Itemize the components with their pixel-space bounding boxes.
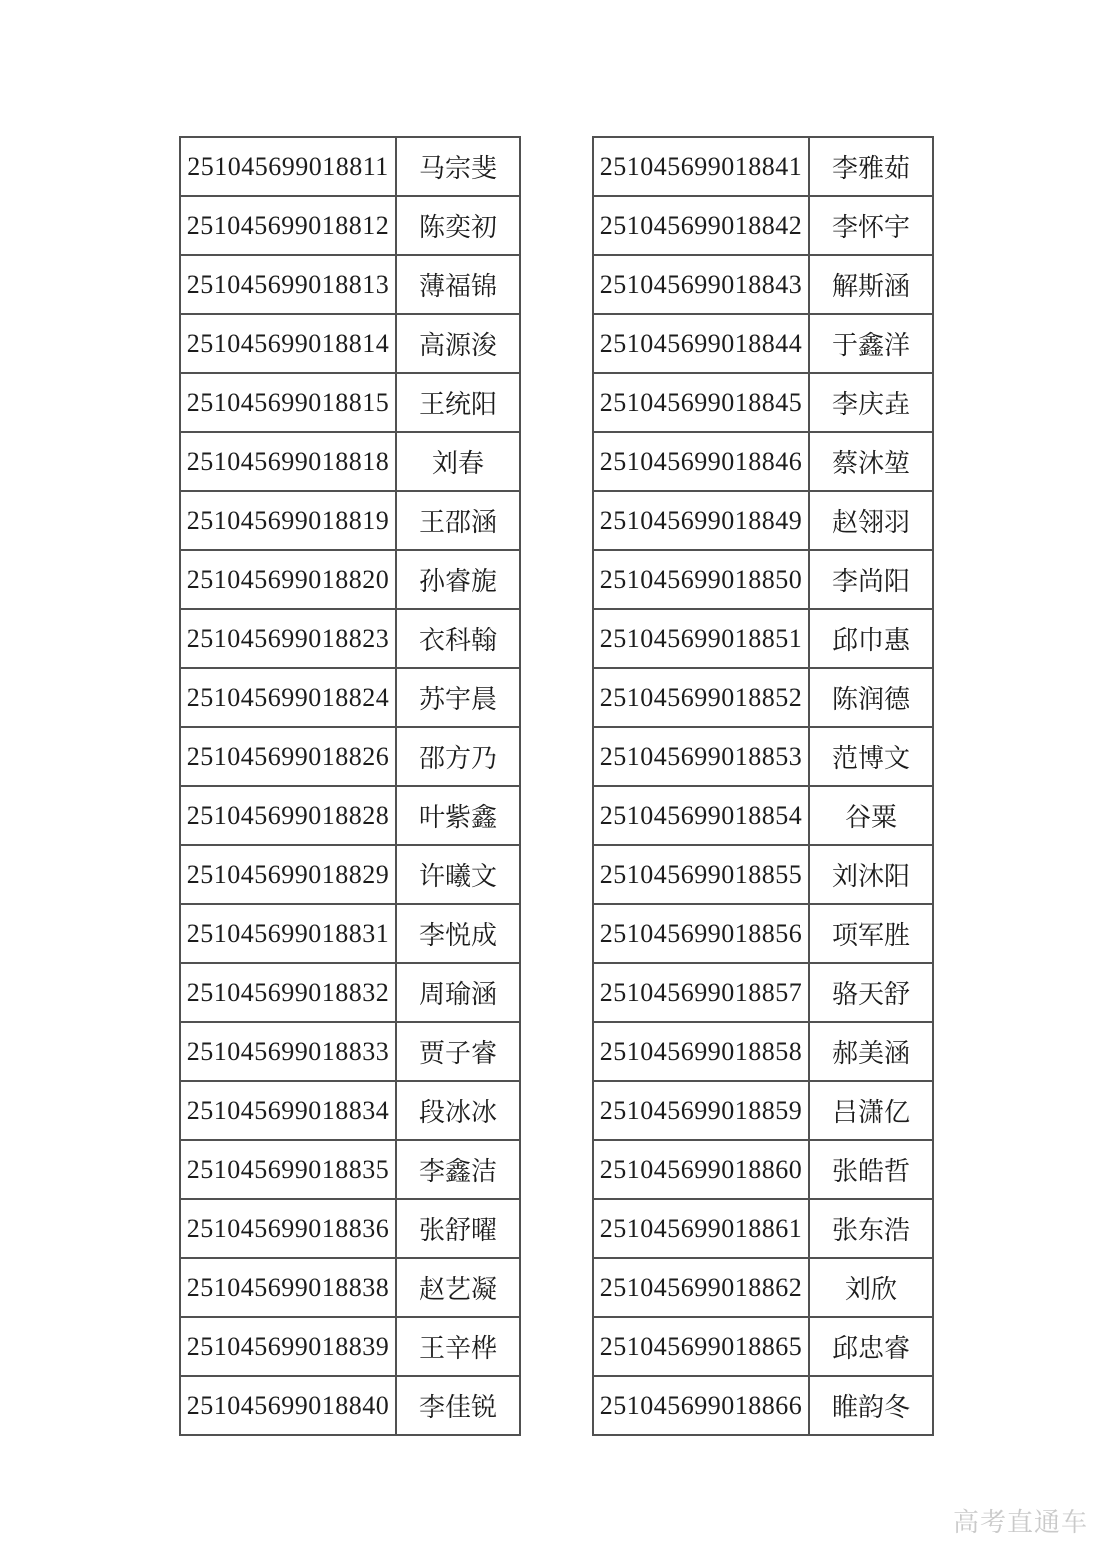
candidate-table-left — [179, 136, 521, 1436]
table-row — [180, 196, 520, 255]
candidate-table-right — [592, 136, 934, 1436]
candidate-name: 李雅茹 — [809, 137, 933, 196]
candidate-name: 郝美涵 — [809, 1022, 933, 1081]
candidate-id: 251045699018829 — [180, 845, 396, 904]
candidate-id: 251045699018833 — [180, 1022, 396, 1081]
candidate-name: 薄福锦 — [396, 255, 520, 314]
candidate-id: 251045699018846 — [593, 432, 809, 491]
table-row — [180, 1022, 520, 1081]
candidate-name: 苏宇晨 — [396, 668, 520, 727]
candidate-id: 251045699018811 — [180, 137, 396, 196]
table-row — [180, 845, 520, 904]
candidate-id: 251045699018841 — [593, 137, 809, 196]
table-row — [593, 904, 933, 963]
candidate-id: 251045699018818 — [180, 432, 396, 491]
candidate-name: 李尚阳 — [809, 550, 933, 609]
candidate-id: 251045699018840 — [180, 1376, 396, 1435]
candidate-name: 陈奕初 — [396, 196, 520, 255]
candidate-name: 刘欣 — [809, 1258, 933, 1317]
table-row — [180, 255, 520, 314]
candidate-name: 衣科翰 — [396, 609, 520, 668]
candidate-id: 251045699018835 — [180, 1140, 396, 1199]
candidate-id: 251045699018831 — [180, 904, 396, 963]
table-row — [593, 137, 933, 196]
candidate-name: 邱忠睿 — [809, 1317, 933, 1376]
candidate-id: 251045699018862 — [593, 1258, 809, 1317]
table-row — [593, 609, 933, 668]
table-row — [593, 845, 933, 904]
table-row — [593, 196, 933, 255]
candidate-name: 睢韵冬 — [809, 1376, 933, 1435]
candidate-name: 段冰冰 — [396, 1081, 520, 1140]
candidate-name: 王辛桦 — [396, 1317, 520, 1376]
candidate-name: 项军胜 — [809, 904, 933, 963]
candidate-name: 许曦文 — [396, 845, 520, 904]
candidate-id: 251045699018844 — [593, 314, 809, 373]
table-row — [180, 1258, 520, 1317]
candidate-name: 孙睿旎 — [396, 550, 520, 609]
table-row — [593, 255, 933, 314]
candidate-name: 邵方乃 — [396, 727, 520, 786]
table-row — [593, 550, 933, 609]
candidate-id: 251045699018819 — [180, 491, 396, 550]
table-row — [180, 1140, 520, 1199]
candidate-name: 陈润德 — [809, 668, 933, 727]
candidate-id: 251045699018828 — [180, 786, 396, 845]
candidate-id: 251045699018858 — [593, 1022, 809, 1081]
candidate-id: 251045699018860 — [593, 1140, 809, 1199]
candidate-id: 251045699018820 — [180, 550, 396, 609]
table-row — [593, 1199, 933, 1258]
candidate-name: 张东浩 — [809, 1199, 933, 1258]
table-row — [180, 668, 520, 727]
table-row — [180, 1317, 520, 1376]
candidate-name: 贾子睿 — [396, 1022, 520, 1081]
table-row — [180, 550, 520, 609]
table-row — [593, 786, 933, 845]
table-row — [593, 1022, 933, 1081]
table-row — [593, 1258, 933, 1317]
candidate-name: 李庆垚 — [809, 373, 933, 432]
watermark-text: 高考直通车 — [952, 1508, 1088, 1537]
candidate-id: 251045699018824 — [180, 668, 396, 727]
candidate-name: 吕潇亿 — [809, 1081, 933, 1140]
table-row — [180, 609, 520, 668]
candidate-id: 251045699018854 — [593, 786, 809, 845]
table-row — [593, 668, 933, 727]
candidate-id: 251045699018865 — [593, 1317, 809, 1376]
candidate-id: 251045699018859 — [593, 1081, 809, 1140]
candidate-name: 谷粟 — [809, 786, 933, 845]
candidate-name: 于鑫洋 — [809, 314, 933, 373]
candidate-id: 251045699018842 — [593, 196, 809, 255]
table-row — [180, 1376, 520, 1435]
candidate-id: 251045699018838 — [180, 1258, 396, 1317]
candidate-name: 骆天舒 — [809, 963, 933, 1022]
candidate-name: 李怀宇 — [809, 196, 933, 255]
table-row — [593, 727, 933, 786]
candidate-name: 赵艺凝 — [396, 1258, 520, 1317]
candidate-name: 李悦成 — [396, 904, 520, 963]
candidate-id: 251045699018855 — [593, 845, 809, 904]
candidate-id: 251045699018861 — [593, 1199, 809, 1258]
candidate-name: 刘沐阳 — [809, 845, 933, 904]
table-row — [593, 1081, 933, 1140]
table-row — [593, 1317, 933, 1376]
table-row — [593, 963, 933, 1022]
candidate-id: 251045699018839 — [180, 1317, 396, 1376]
candidate-id: 251045699018823 — [180, 609, 396, 668]
candidate-id: 251045699018843 — [593, 255, 809, 314]
candidate-id: 251045699018857 — [593, 963, 809, 1022]
table-row — [180, 727, 520, 786]
candidate-id: 251045699018813 — [180, 255, 396, 314]
candidate-id: 251045699018853 — [593, 727, 809, 786]
candidate-name: 王统阳 — [396, 373, 520, 432]
candidate-id: 251045699018834 — [180, 1081, 396, 1140]
candidate-id: 251045699018856 — [593, 904, 809, 963]
candidate-id: 251045699018814 — [180, 314, 396, 373]
table-row — [593, 432, 933, 491]
table-row — [593, 1140, 933, 1199]
candidate-id: 251045699018851 — [593, 609, 809, 668]
table-row — [180, 432, 520, 491]
candidate-id: 251045699018852 — [593, 668, 809, 727]
candidate-id: 251045699018812 — [180, 196, 396, 255]
roster-tables — [179, 136, 934, 1436]
candidate-name: 马宗斐 — [396, 137, 520, 196]
candidate-name: 解斯涵 — [809, 255, 933, 314]
table-row — [180, 314, 520, 373]
candidate-name: 邱巾惠 — [809, 609, 933, 668]
candidate-name: 蔡沐堃 — [809, 432, 933, 491]
candidate-name: 张皓哲 — [809, 1140, 933, 1199]
candidate-name: 王邵涵 — [396, 491, 520, 550]
candidate-name: 周瑜涵 — [396, 963, 520, 1022]
candidate-id: 251045699018849 — [593, 491, 809, 550]
candidate-name: 高源浚 — [396, 314, 520, 373]
candidate-id: 251045699018815 — [180, 373, 396, 432]
table-row — [593, 491, 933, 550]
candidate-name: 张舒曜 — [396, 1199, 520, 1258]
candidate-id: 251045699018836 — [180, 1199, 396, 1258]
candidate-name: 范博文 — [809, 727, 933, 786]
table-row — [180, 1081, 520, 1140]
table-row — [180, 963, 520, 1022]
table-row — [180, 786, 520, 845]
table-row — [180, 491, 520, 550]
candidate-name: 叶紫鑫 — [396, 786, 520, 845]
candidate-id: 251045699018845 — [593, 373, 809, 432]
table-row — [180, 137, 520, 196]
table-row — [180, 373, 520, 432]
candidate-id: 251045699018866 — [593, 1376, 809, 1435]
table-row — [180, 904, 520, 963]
candidate-name: 李佳锐 — [396, 1376, 520, 1435]
table-row — [180, 1199, 520, 1258]
candidate-name: 李鑫洁 — [396, 1140, 520, 1199]
candidate-id: 251045699018826 — [180, 727, 396, 786]
candidate-name: 刘春 — [396, 432, 520, 491]
candidate-id: 251045699018832 — [180, 963, 396, 1022]
candidate-name: 赵翎羽 — [809, 491, 933, 550]
table-row — [593, 314, 933, 373]
candidate-id: 251045699018850 — [593, 550, 809, 609]
table-row — [593, 1376, 933, 1435]
table-row — [593, 373, 933, 432]
